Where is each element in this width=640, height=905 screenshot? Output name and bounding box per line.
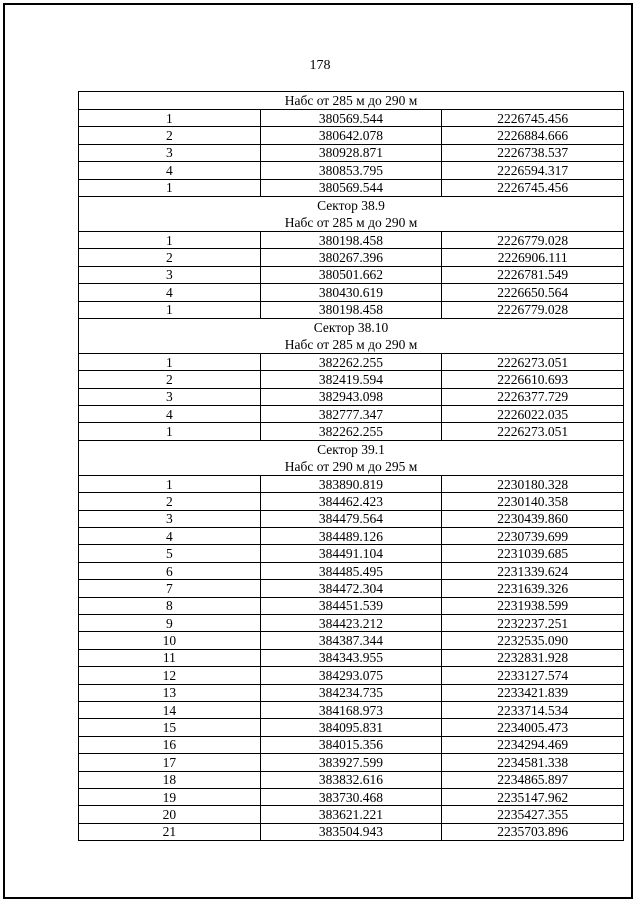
coordinate-y: 2231339.624 [442, 562, 624, 579]
table-row [79, 701, 624, 718]
table-row [79, 127, 624, 144]
point-number: 3 [79, 510, 261, 527]
table-row [79, 736, 624, 753]
coordinate-x: 382262.255 [260, 353, 442, 370]
table-row [79, 266, 624, 283]
page-number: 178 [309, 58, 331, 73]
coordinate-y: 2230140.358 [442, 493, 624, 510]
table-row [79, 562, 624, 579]
point-number: 9 [79, 614, 261, 631]
point-number: 13 [79, 684, 261, 701]
table-row [79, 632, 624, 649]
coordinate-y: 2226594.317 [442, 162, 624, 179]
sector-title: Сектор 38.9 [317, 197, 385, 213]
point-number: 7 [79, 580, 261, 597]
table-row [79, 353, 624, 370]
point-number: 14 [79, 701, 261, 718]
point-number: 18 [79, 771, 261, 788]
point-number: 20 [79, 806, 261, 823]
coordinate-x: 384485.495 [260, 562, 442, 579]
table-row [79, 614, 624, 631]
table-row [79, 110, 624, 127]
table-row [79, 493, 624, 510]
table-row [79, 371, 624, 388]
coordinate-y: 2230180.328 [442, 475, 624, 492]
coordinate-y: 2226377.729 [442, 388, 624, 405]
point-number: 8 [79, 597, 261, 614]
table-row [79, 719, 624, 736]
point-number: 1 [79, 301, 261, 318]
coordinate-y: 2232831.928 [442, 649, 624, 666]
table-row [79, 528, 624, 545]
coordinate-y: 2234581.338 [442, 754, 624, 771]
coordinate-y: 2226779.028 [442, 231, 624, 248]
table-row [79, 301, 624, 318]
coordinates-table-body [79, 92, 624, 841]
coordinate-y: 2233127.574 [442, 667, 624, 684]
table-row [79, 144, 624, 161]
point-number: 1 [79, 231, 261, 248]
coordinate-x: 382262.255 [260, 423, 442, 440]
table-row [79, 684, 624, 701]
coordinate-y: 2226273.051 [442, 353, 624, 370]
point-number: 1 [79, 179, 261, 196]
section-header [79, 318, 624, 353]
table-row [79, 284, 624, 301]
coordinate-x: 380501.662 [260, 266, 442, 283]
coordinate-x: 384472.304 [260, 580, 442, 597]
table-row [79, 649, 624, 666]
point-number: 2 [79, 249, 261, 266]
point-number: 10 [79, 632, 261, 649]
table-row [79, 806, 624, 823]
coordinate-x: 384234.735 [260, 684, 442, 701]
depth-range-label: Набс от 285 м до 290 м [284, 214, 418, 230]
table-row [79, 788, 624, 805]
point-number: 17 [79, 754, 261, 771]
coordinate-x: 380267.396 [260, 249, 442, 266]
point-number: 21 [79, 823, 261, 840]
point-number: 16 [79, 736, 261, 753]
table-row [79, 597, 624, 614]
coordinate-x: 384491.104 [260, 545, 442, 562]
depth-range-label: Набс от 285 м до 290 м [284, 93, 418, 108]
coordinate-x: 380928.871 [260, 144, 442, 161]
coordinate-y: 2226610.693 [442, 371, 624, 388]
table-row [79, 231, 624, 248]
coordinate-x: 380198.458 [260, 301, 442, 318]
coordinate-x: 383832.616 [260, 771, 442, 788]
coordinate-x: 384293.075 [260, 667, 442, 684]
table-row [79, 754, 624, 771]
section-header-row [79, 318, 624, 353]
coordinate-y: 2226650.564 [442, 284, 624, 301]
coordinate-y: 2232535.090 [442, 632, 624, 649]
coordinate-y: 2226906.111 [442, 249, 624, 266]
section-header [79, 92, 624, 110]
table-row [79, 388, 624, 405]
section-header-row [79, 440, 624, 475]
coordinate-x: 383621.221 [260, 806, 442, 823]
point-number: 11 [79, 649, 261, 666]
point-number: 15 [79, 719, 261, 736]
coordinate-y: 2232237.251 [442, 614, 624, 631]
point-number: 1 [79, 110, 261, 127]
coordinate-x: 383730.468 [260, 788, 442, 805]
coordinate-x: 384462.423 [260, 493, 442, 510]
point-number: 2 [79, 493, 261, 510]
coordinate-x: 383504.943 [260, 823, 442, 840]
table-row [79, 823, 624, 840]
coordinate-y: 2233714.534 [442, 701, 624, 718]
coordinate-x: 383890.819 [260, 475, 442, 492]
point-number: 12 [79, 667, 261, 684]
point-number: 4 [79, 284, 261, 301]
table-row [79, 580, 624, 597]
coordinate-y: 2231039.685 [442, 545, 624, 562]
coordinate-y: 2230439.860 [442, 510, 624, 527]
coordinate-y: 2233421.839 [442, 684, 624, 701]
coordinate-y: 2226273.051 [442, 423, 624, 440]
coordinate-x: 384015.356 [260, 736, 442, 753]
point-number: 2 [79, 127, 261, 144]
coordinate-x: 382777.347 [260, 406, 442, 423]
coordinate-x: 380430.619 [260, 284, 442, 301]
table-row [79, 423, 624, 440]
coordinate-y: 2226022.035 [442, 406, 624, 423]
coordinate-x: 382943.098 [260, 388, 442, 405]
coordinate-x: 380569.544 [260, 110, 442, 127]
table-row [79, 771, 624, 788]
section-header-row [79, 196, 624, 231]
coordinate-y: 2234005.473 [442, 719, 624, 736]
table-row [79, 667, 624, 684]
coordinate-y: 2226745.456 [442, 110, 624, 127]
coordinate-y: 2235427.355 [442, 806, 624, 823]
coordinate-y: 2235703.896 [442, 823, 624, 840]
coordinate-x: 384168.973 [260, 701, 442, 718]
table-row [79, 162, 624, 179]
section-header [79, 440, 624, 475]
coordinate-y: 2230739.699 [442, 528, 624, 545]
coordinate-y: 2226738.537 [442, 144, 624, 161]
point-number: 4 [79, 528, 261, 545]
coordinate-y: 2234294.469 [442, 736, 624, 753]
point-number: 3 [79, 266, 261, 283]
table-row [79, 510, 624, 527]
sector-title: Сектор 39.1 [317, 441, 385, 457]
point-number: 6 [79, 562, 261, 579]
coordinate-y: 2226781.549 [442, 266, 624, 283]
point-number: 4 [79, 406, 261, 423]
coordinate-x: 380642.078 [260, 127, 442, 144]
coordinate-y: 2235147.962 [442, 788, 624, 805]
point-number: 1 [79, 475, 261, 492]
sector-title: Сектор 38.10 [313, 319, 389, 335]
coordinate-x: 380569.544 [260, 179, 442, 196]
coordinate-x: 384479.564 [260, 510, 442, 527]
table-row [79, 475, 624, 492]
coordinates-table [78, 91, 624, 841]
coordinate-x: 384095.831 [260, 719, 442, 736]
table-row [79, 249, 624, 266]
point-number: 4 [79, 162, 261, 179]
table-row [79, 545, 624, 562]
coordinate-x: 384423.212 [260, 614, 442, 631]
point-number: 3 [79, 144, 261, 161]
table-row [79, 406, 624, 423]
point-number: 2 [79, 371, 261, 388]
coordinate-y: 2226884.666 [442, 127, 624, 144]
coordinate-x: 384343.955 [260, 649, 442, 666]
point-number: 5 [79, 545, 261, 562]
coordinate-y: 2234865.897 [442, 771, 624, 788]
coordinate-x: 384489.126 [260, 528, 442, 545]
coordinate-x: 384451.539 [260, 597, 442, 614]
point-number: 1 [79, 353, 261, 370]
depth-range-label: Набс от 285 м до 290 м [284, 336, 418, 352]
coordinate-x: 384387.344 [260, 632, 442, 649]
point-number: 19 [79, 788, 261, 805]
section-header [79, 196, 624, 231]
coordinate-x: 380198.458 [260, 231, 442, 248]
coordinate-y: 2226779.028 [442, 301, 624, 318]
coordinate-y: 2231938.599 [442, 597, 624, 614]
point-number: 3 [79, 388, 261, 405]
coordinate-x: 382419.594 [260, 371, 442, 388]
table-row [79, 179, 624, 196]
section-header-row [79, 92, 624, 110]
coordinate-y: 2231639.326 [442, 580, 624, 597]
point-number: 1 [79, 423, 261, 440]
coordinate-x: 383927.599 [260, 754, 442, 771]
depth-range-label: Набс от 290 м до 295 м [284, 458, 418, 474]
coordinate-x: 380853.795 [260, 162, 442, 179]
coordinate-y: 2226745.456 [442, 179, 624, 196]
